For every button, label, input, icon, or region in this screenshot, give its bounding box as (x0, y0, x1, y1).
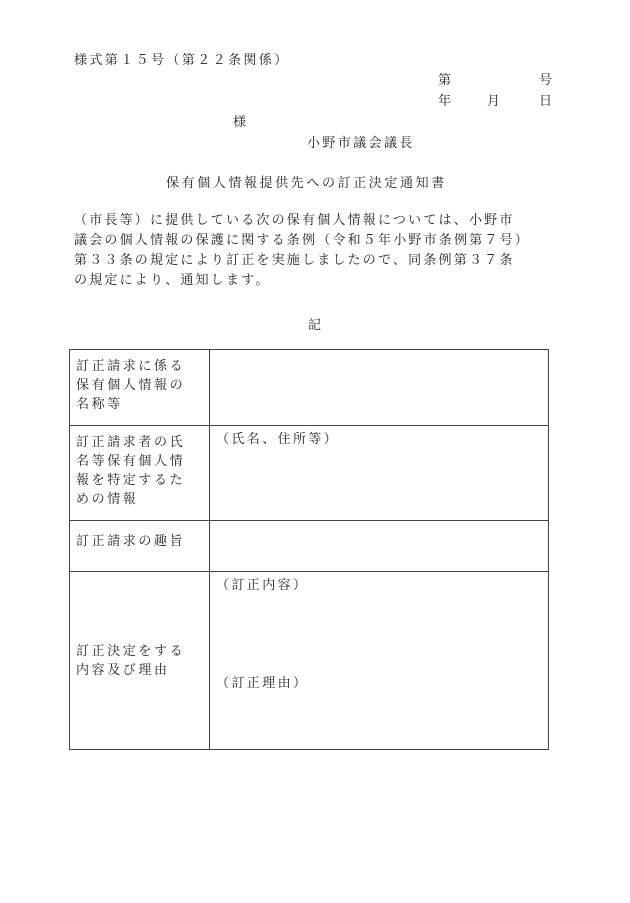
body-line: （市長等）に提供している次の保有個人情報については、小野市 (74, 213, 515, 228)
row-label-decision (70, 572, 210, 750)
table-row (70, 350, 549, 426)
label-line: 名称等 (76, 397, 123, 412)
body-line: 第３３条の規定により訂正を実施しましたので、同条例第３７条 (74, 253, 515, 268)
table-row (70, 426, 549, 521)
document-number-prefix: 第 (438, 73, 454, 88)
label-line: 内容及び理由 (76, 662, 170, 678)
form-number: 様式第１５号（第２２条関係） (74, 53, 290, 68)
body-paragraph (74, 211, 554, 291)
row-value-record-name (210, 350, 549, 426)
label-line: めの情報 (76, 492, 139, 507)
table-row (70, 572, 549, 750)
ki-heading: 記 (308, 318, 324, 333)
row-label-record-name (70, 350, 210, 426)
value-hint-content: （訂正内容） (216, 578, 309, 593)
label-line: 訂正請求に係る (76, 359, 186, 374)
body-line: 議会の個人情報の保護に関する条例（令和５年小野市条例第７号） (74, 233, 531, 248)
label-line: 保有個人情報の (76, 378, 186, 393)
table-row (70, 521, 549, 572)
records-table (69, 349, 549, 750)
date-year: 年 (438, 94, 454, 109)
document-title: 保有個人情報提供先への訂正決定通知書 (166, 176, 447, 191)
value-hint-reason: （訂正理由） (216, 676, 309, 691)
row-label-request-purpose (70, 521, 210, 572)
row-label-requester-info (70, 426, 210, 521)
row-value-requester-info (210, 426, 549, 521)
date-month: 月 (487, 94, 503, 109)
label-line: 訂正決定をする (76, 643, 186, 659)
label-line: 訂正請求者の氏 (76, 435, 186, 450)
date-day: 日 (539, 94, 555, 109)
addressee-suffix: 様 (233, 115, 249, 130)
document-number-suffix: 号 (539, 73, 555, 88)
label-line: 名等保有個人情 (76, 454, 186, 469)
label-line: 訂正請求の趣旨 (76, 534, 186, 549)
label-line: 報を特定するた (76, 473, 186, 488)
row-value-decision (210, 572, 549, 750)
body-line: の規定により、通知します。 (74, 273, 271, 288)
value-hint: （氏名、住所等） (216, 432, 340, 447)
sender: 小野市議会議長 (307, 136, 415, 151)
row-value-request-purpose (210, 521, 549, 572)
